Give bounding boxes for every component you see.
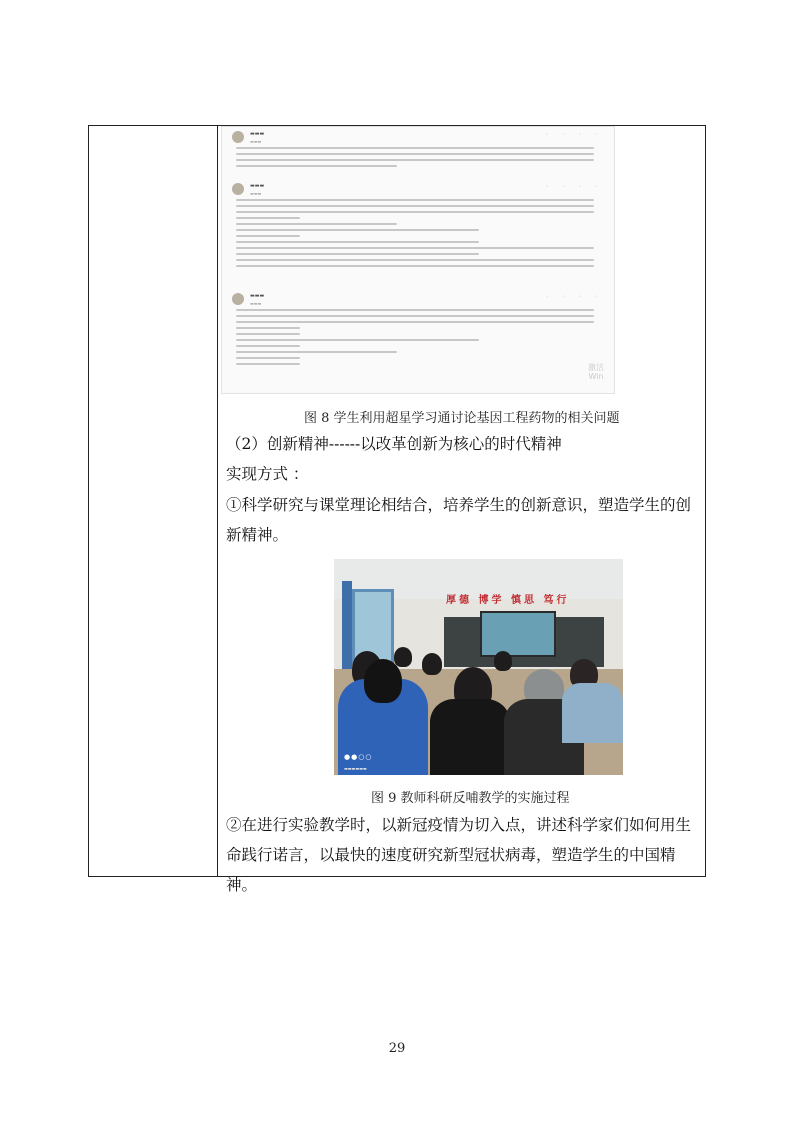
method-label: 实现方式 ：	[226, 465, 309, 483]
post-author: ▬▬▬	[250, 293, 265, 299]
post-time: ▬▬▬	[250, 139, 262, 144]
avatar	[232, 293, 244, 305]
activation-watermark: 激活 Win	[588, 363, 604, 381]
post-time: ▬▬▬	[250, 301, 262, 306]
method-item-2: ②在进行实验教学时，以新冠疫情为切入点，讲述科学家们如何用生命践行诺言，以最快的速度研究新型冠状病毒，塑造学生的中国精神。	[226, 816, 692, 894]
figure-9-caption: 图 9 教师科研反哺教学的实施过程	[371, 791, 570, 806]
photo-banner: 厚德 博学 慎思 笃行	[446, 595, 570, 606]
post-stats: ◦ ◦ ◦ ◦	[545, 184, 604, 190]
avatar	[232, 183, 244, 195]
classroom-photo	[334, 559, 623, 775]
post-author: ▬▬▬	[250, 131, 265, 137]
figure-8-caption: 图 8 学生利用超星学习通讨论基因工程药物的相关问题	[304, 411, 620, 426]
content-table	[88, 125, 706, 894]
post-time: ▬▬▬	[250, 191, 262, 196]
post-stats: ◦ ◦ ◦ ◦	[545, 294, 604, 300]
avatar	[232, 131, 244, 143]
table-left-cell	[89, 126, 218, 876]
post-author: ▬▬▬	[250, 183, 265, 189]
method-item-1: ①科学研究与课堂理论相结合，培养学生的创新意识，塑造学生的创新精神。	[226, 496, 692, 544]
post-body	[236, 309, 594, 369]
photo-stamp: ▬▬▬▬▬▬	[344, 766, 367, 771]
post-body	[236, 199, 594, 271]
post-stats: ◦ ◦ ◦ ◦	[545, 132, 604, 138]
carousel-dots: ●●○○	[344, 753, 373, 761]
forum-screenshot	[221, 126, 615, 394]
post-body	[236, 147, 594, 171]
section-heading: （2）创新精神------以改革创新为核心的时代精神	[226, 435, 562, 453]
page-number: 29	[388, 1041, 406, 1056]
